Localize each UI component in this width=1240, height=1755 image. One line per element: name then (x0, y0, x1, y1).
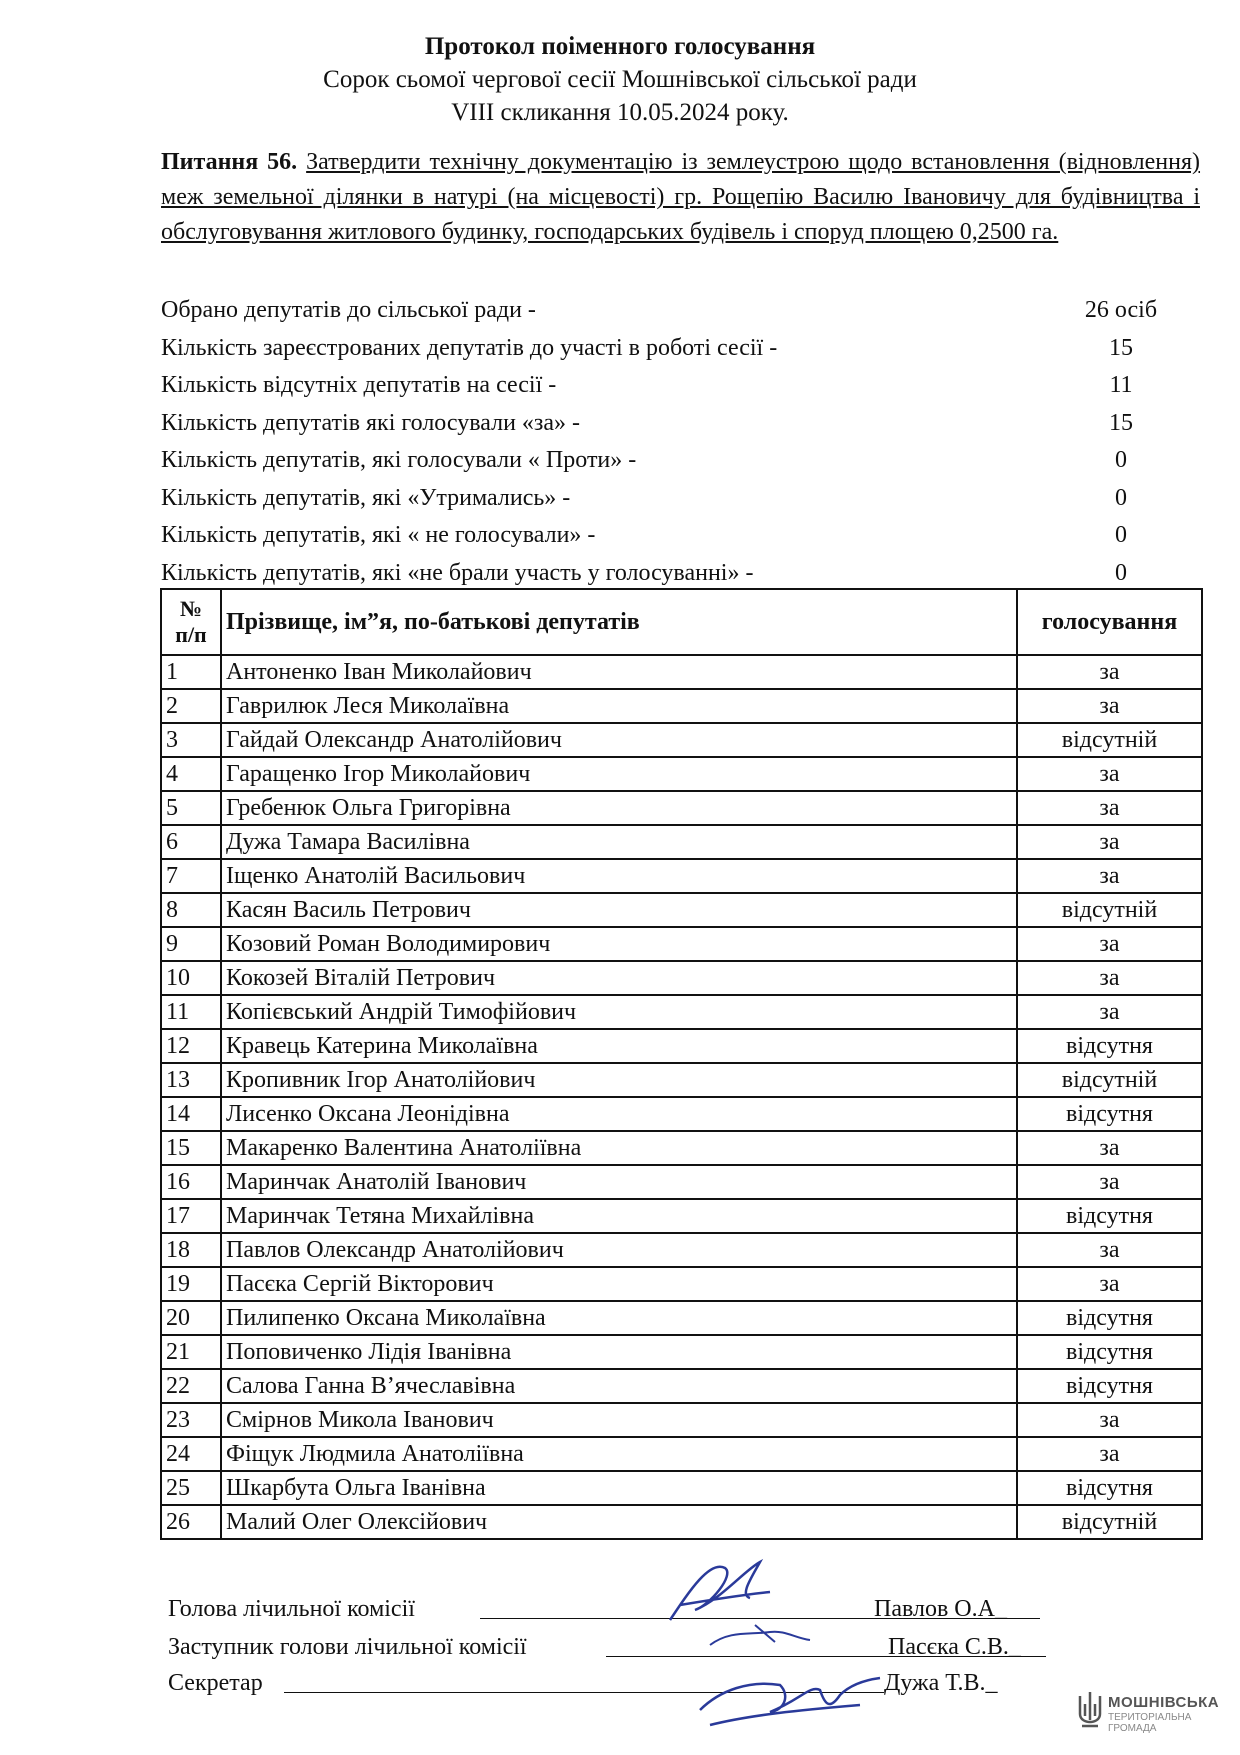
cell-vote: відсутній (1017, 723, 1202, 757)
signature-role: Заступник голови лічильної комісії (168, 1634, 527, 1660)
question-label: Питання 56 (161, 149, 292, 175)
table-header-row (161, 589, 1202, 655)
question-text: Затвердити технічну документацію із землеустрою щодо встановлення (відновлення) меж земельної ділянки в натурі (на місцевості) гр. Рощепію Василю Івановичу для будівництва і обслуговування житлового будинку, господарських будівель і споруд площею 0,2500 га. (161, 149, 1201, 245)
signature-role: Секретар (168, 1670, 263, 1696)
table-row (161, 859, 1202, 893)
cell-number: 25 (161, 1471, 221, 1505)
stat-row (161, 367, 1201, 405)
cell-name: Маринчак Тетяна Михайлівна (221, 1199, 1017, 1233)
cell-number: 20 (161, 1301, 221, 1335)
cell-name: Кокозей Віталій Петрович (221, 961, 1017, 995)
cell-vote: відсутня (1017, 1335, 1202, 1369)
cell-number: 12 (161, 1029, 221, 1063)
stat-label: Кількість відсутніх депутатів на сесії - (161, 372, 557, 398)
cell-number: 4 (161, 757, 221, 791)
cell-number: 7 (161, 859, 221, 893)
cell-name: Салова Ганна В’ячеславівна (221, 1369, 1017, 1403)
table-row (161, 995, 1202, 1029)
table-row (161, 1165, 1202, 1199)
trident-icon (1076, 1690, 1104, 1730)
cell-number: 23 (161, 1403, 221, 1437)
table-row (161, 1233, 1202, 1267)
stat-value: 26 осіб (1084, 297, 1158, 323)
signature-role: Голова лічильної комісії (168, 1596, 415, 1622)
cell-number: 8 (161, 893, 221, 927)
cell-vote: за (1017, 1403, 1202, 1437)
stat-label: Кількість депутатів, які « не голосували» - (161, 522, 596, 548)
cell-name: Маринчак Анатолій Іванович (221, 1165, 1017, 1199)
table-row (161, 1437, 1202, 1471)
stat-row (161, 442, 1201, 480)
cell-vote: за (1017, 1267, 1202, 1301)
table-row (161, 757, 1202, 791)
cell-name: Смірнов Микола Іванович (221, 1403, 1017, 1437)
signature-name: Пасєка С.В._ (888, 1634, 1021, 1660)
cell-vote: відсутній (1017, 893, 1202, 927)
cell-vote: відсутня (1017, 1199, 1202, 1233)
cell-name: Козовий Роман Володимирович (221, 927, 1017, 961)
cell-vote: за (1017, 1233, 1202, 1267)
cell-name: Гребенюк Ольга Григорівна (221, 791, 1017, 825)
cell-name: Іщенко Анатолій Васильович (221, 859, 1017, 893)
cell-number: 26 (161, 1505, 221, 1539)
logo-title: МОШНІВСЬКА (1108, 1694, 1220, 1711)
stat-row (161, 405, 1201, 443)
cell-number: 1 (161, 655, 221, 689)
cell-vote: за (1017, 791, 1202, 825)
stats-block (161, 292, 1201, 592)
table-row (161, 655, 1202, 689)
document-title: Протокол поіменного голосування (424, 33, 816, 60)
table-row (161, 1267, 1202, 1301)
cell-vote: за (1017, 1131, 1202, 1165)
table-row (161, 927, 1202, 961)
cell-name: Макаренко Валентина Анатоліївна (221, 1131, 1017, 1165)
cell-name: Пасєка Сергій Вікторович (221, 1267, 1017, 1301)
table-row (161, 689, 1202, 723)
cell-vote: за (1017, 927, 1202, 961)
cell-number: 16 (161, 1165, 221, 1199)
stat-value: 11 (1109, 372, 1133, 398)
table-row (161, 1063, 1202, 1097)
cell-number: 10 (161, 961, 221, 995)
table-row (161, 791, 1202, 825)
table-row (161, 1097, 1202, 1131)
stat-value: 0 (1115, 484, 1127, 511)
stat-label: Кількість депутатів, які «Утримались» - (161, 484, 571, 511)
cell-name: Кравець Катерина Миколаївна (221, 1029, 1017, 1063)
stat-row (161, 292, 1201, 330)
stat-label: Кількість депутатів, які «не брали участь у голосуванні» - (161, 559, 754, 586)
signature-name: Дужа Т.В._ (884, 1670, 998, 1696)
cell-number: 19 (161, 1267, 221, 1301)
cell-vote: за (1017, 995, 1202, 1029)
stat-row (161, 480, 1201, 518)
table-row (161, 1335, 1202, 1369)
table-row (161, 893, 1202, 927)
cell-vote: за (1017, 1165, 1202, 1199)
cell-number: 22 (161, 1369, 221, 1403)
table-row (161, 1369, 1202, 1403)
cell-vote: за (1017, 859, 1202, 893)
cell-number: 2 (161, 689, 221, 723)
stat-value: 0 (1115, 522, 1127, 548)
cell-name: Касян Василь Петрович (221, 893, 1017, 927)
cell-name: Гаврилюк Леся Миколаївна (221, 689, 1017, 723)
cell-number: 13 (161, 1063, 221, 1097)
table-row (161, 1301, 1202, 1335)
cell-number: 18 (161, 1233, 221, 1267)
stat-label: Кількість депутатів, які голосували « Проти» - (161, 447, 637, 473)
column-header-name: Прізвище, ім”я, по-батькові депутатів (221, 589, 1017, 655)
stat-row (161, 555, 1201, 593)
community-logo (1076, 1690, 1226, 1740)
cell-vote: за (1017, 689, 1202, 723)
table-row (161, 1131, 1202, 1165)
question-block: Питання 56. Затвердити технічну документацію із землеустрою щодо встановлення (відновлення) меж земельної ділянки в натурі (на місцевості) гр. Рощепію Василю Івановичу для будівництва і обслуговування житлового будинку, господарських будівель і споруд площею 0,2500 га. (161, 149, 1201, 245)
table-row (161, 1199, 1202, 1233)
cell-number: 5 (161, 791, 221, 825)
stat-value: 15 (1109, 334, 1133, 361)
stat-row (161, 517, 1201, 555)
document-header (0, 30, 1240, 129)
stat-value: 0 (1115, 559, 1127, 586)
stat-value: 0 (1115, 447, 1127, 473)
cell-number: 21 (161, 1335, 221, 1369)
voting-table (160, 588, 1203, 1540)
cell-vote: відсутній (1017, 1505, 1202, 1539)
cell-name: Фіщук Людмила Анатоліївна (221, 1437, 1017, 1471)
cell-name: Кропивник Ігор Анатолійович (221, 1063, 1017, 1097)
handwritten-signature-secretary (690, 1650, 890, 1740)
signature-name: Павлов О.А_ (874, 1596, 1007, 1622)
cell-name: Малий Олег Олексійович (221, 1505, 1017, 1539)
cell-name: Антоненко Іван Миколайович (221, 655, 1017, 689)
stat-label: Кількість зареєстрованих депутатів до участі в роботі сесії - (161, 334, 778, 361)
cell-vote: за (1017, 757, 1202, 791)
cell-number: 24 (161, 1437, 221, 1471)
cell-vote: за (1017, 825, 1202, 859)
document-subtitle: Сорок сьомої чергової сесії Мошнівської сільської ради (323, 66, 917, 93)
stat-label: Обрано депутатів до сільської ради - (161, 297, 536, 323)
cell-number: 15 (161, 1131, 221, 1165)
table-row (161, 961, 1202, 995)
cell-name: Гаращенко Ігор Миколайович (221, 757, 1017, 791)
cell-vote: відсутній (1017, 1063, 1202, 1097)
cell-name: Копієвський Андрій Тимофійович (221, 995, 1017, 1029)
table-row (161, 1403, 1202, 1437)
cell-name: Гайдай Олександр Анатолійович (221, 723, 1017, 757)
column-header-number: № п/п (161, 589, 221, 655)
cell-vote: відсутня (1017, 1029, 1202, 1063)
cell-number: 6 (161, 825, 221, 859)
cell-name: Шкарбута Ольга Іванівна (221, 1471, 1017, 1505)
table-row (161, 1471, 1202, 1505)
document-convocation: VIII скликання 10.05.2024 року. (451, 99, 789, 126)
cell-name: Поповиченко Лідія Іванівна (221, 1335, 1017, 1369)
cell-vote: відсутня (1017, 1301, 1202, 1335)
cell-number: 17 (161, 1199, 221, 1233)
cell-name: Пилипенко Оксана Миколаївна (221, 1301, 1017, 1335)
cell-number: 3 (161, 723, 221, 757)
cell-vote: відсутня (1017, 1369, 1202, 1403)
cell-vote: за (1017, 1437, 1202, 1471)
handwritten-signature-chairman (650, 1550, 780, 1630)
cell-vote: за (1017, 655, 1202, 689)
table-row (161, 1505, 1202, 1539)
cell-name: Лисенко Оксана Леонідівна (221, 1097, 1017, 1131)
cell-number: 9 (161, 927, 221, 961)
table-row (161, 723, 1202, 757)
cell-vote: відсутня (1017, 1097, 1202, 1131)
cell-vote: за (1017, 961, 1202, 995)
stat-label: Кількість депутатів які голосували «за» - (161, 409, 581, 436)
column-header-vote: голосування (1017, 589, 1202, 655)
cell-number: 11 (161, 995, 221, 1029)
table-row (161, 825, 1202, 859)
stat-row (161, 330, 1201, 368)
stat-value: 15 (1109, 409, 1133, 436)
table-row (161, 1029, 1202, 1063)
cell-vote: відсутня (1017, 1471, 1202, 1505)
cell-name: Павлов Олександр Анатолійович (221, 1233, 1017, 1267)
cell-name: Дужа Тамара Василівна (221, 825, 1017, 859)
logo-subtitle: ТЕРИТОРІАЛЬНА ГРОМАДА (1108, 1712, 1192, 1734)
cell-number: 14 (161, 1097, 221, 1131)
